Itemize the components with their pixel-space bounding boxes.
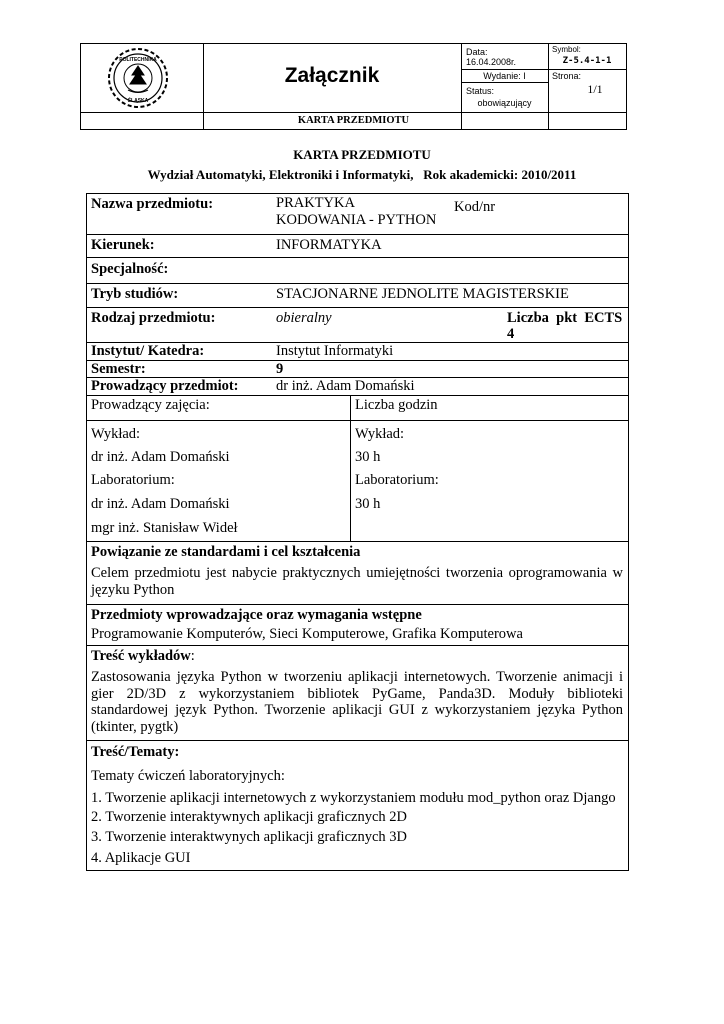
svg-text:ŚLĄSKA: ŚLĄSKA [127, 98, 149, 104]
standards-line-0: Celem przedmiotu jest nabycie praktycznych umiejętności tworzenia oprogramowania w [91, 565, 623, 581]
subject-card-table [86, 193, 629, 871]
lecturer-value: dr inż. Adam Domański [276, 378, 415, 394]
status-label: Status: [466, 86, 495, 96]
lecture-line-1: gier 2D/3D z wykorzystaniem bibliotek PyGame, Panda3D. Moduły biblioteki [91, 685, 623, 702]
course-type-label: Rodzaj przedmiotu: [91, 310, 216, 326]
document-title: KARTA PRZEDMIOTU [293, 147, 431, 162]
faculty-year: Wydział Automatyki, Elektroniki i Informatyki, Rok akademicki: 2010/2011 [147, 167, 577, 182]
lecture-content-colon: : [190, 648, 195, 664]
topics-intro: Tematy ćwiczeń laboratoryjnych: [91, 768, 285, 784]
course-type-value: obieralny [276, 310, 332, 326]
class-left-1: dr inż. Adam Domański [91, 449, 230, 465]
topic-item-3: 3. Tworzenie interaktwynych aplikacji graficznych 3D [91, 829, 407, 845]
standards-line-1: języku Python [91, 581, 175, 598]
study-mode-value: STACJONARNE JEDNOLITE MAGISTERSKIE [276, 286, 569, 302]
topic-item-1: 1. Tworzenie aplikacji internetowych z wykorzystaniem modułu mod_python oraz Django [91, 790, 616, 806]
lecture-line-0: Zastosowania języka Python w tworzeniu aplikacji internetowych. Tworzenie animacji i [91, 669, 623, 685]
class-right-2: Laboratorium: [355, 472, 439, 488]
class-left-2: Laboratorium: [91, 472, 175, 488]
hours-label: Liczba godzin [355, 397, 438, 413]
date-value: 16.04.2008r. [466, 57, 517, 67]
semester-label: Semestr: [91, 361, 146, 377]
edition-value: Wydanie: I [483, 71, 526, 81]
lecture-line-2: standardowej język Python. Tworzenie aplikacji GUI z wykorzystaniem języka Python [91, 702, 623, 718]
symbol-label: Symbol: [552, 45, 581, 54]
lecture-content-title-text: Treść wykładów [91, 648, 191, 664]
svg-text:POLITECHNIKA: POLITECHNIKA [119, 57, 157, 63]
prerequisites-title: Przedmioty wprowadzające oraz wymagania wstępne [91, 607, 422, 623]
ects-value: 4 [507, 326, 515, 342]
class-left-0: Wykład: [91, 426, 141, 442]
class-right-0: Wykład: [355, 426, 405, 442]
symbol-value: Z-5.4-1-1 [562, 56, 612, 66]
subject-name-line2: KODOWANIA - PYTHON [276, 212, 437, 228]
study-mode-label: Tryb studiów: [91, 286, 179, 302]
field-of-study-value: INFORMATYKA [276, 237, 382, 253]
standards-title: Powiązanie ze standardami i cel kształcenia [91, 544, 361, 560]
politechnika-slaska-logo-icon [103, 47, 173, 109]
lecturer-label: Prowadzący przedmiot: [91, 378, 239, 394]
prerequisites-text: Programowanie Komputerów, Sieci Komputerowe, Grafika Komputerowa [91, 626, 523, 642]
class-right-1: 30 h [355, 449, 381, 465]
lecture-line-3: (tkinter, pygtk) [91, 718, 179, 735]
topics-title: Treść/Tematy: [91, 744, 180, 760]
university-logo [103, 47, 173, 109]
class-left-3: dr inż. Adam Domański [91, 496, 230, 512]
topic-item-2: 2. Tworzenie interaktywnych aplikacji graficznych 2D [91, 809, 407, 825]
page-value: 1/1 [587, 82, 603, 96]
field-of-study-label [91, 237, 155, 253]
ects-label: Liczba pkt ECTS [507, 310, 623, 326]
lecture-content-text [91, 669, 623, 735]
specialization-label: Specjalność: [91, 261, 169, 277]
institute-label: Instytut/ Katedra: [91, 343, 205, 359]
document-header [80, 43, 627, 130]
header-banner: KARTA PRZEDMIOTU [297, 115, 410, 126]
code-label: Kod/nr [454, 199, 496, 215]
page-label: Strona: [552, 71, 582, 81]
date-label: Data: [466, 47, 488, 57]
subject-name-label: Nazwa przedmiotu: [91, 196, 214, 212]
institute-value: Instytut Informatyki [276, 343, 394, 359]
attachment-title: Załącznik [284, 64, 380, 87]
status-value: obowiązujący [477, 98, 532, 108]
semester-value: 9 [276, 361, 284, 377]
topic-item-4: 4. Aplikacje GUI [91, 850, 191, 866]
subject-name-line1: PRAKTYKA [276, 195, 355, 211]
class-right-3: 30 h [355, 496, 381, 512]
instructors-label: Prowadzący zajęcia: [91, 397, 210, 413]
standards-text [91, 565, 623, 598]
field-of-study-text: Kierunek: [91, 237, 155, 253]
class-left-4: mgr inż. Stanisław Wideł [91, 520, 238, 536]
lecture-content-title [91, 648, 195, 664]
